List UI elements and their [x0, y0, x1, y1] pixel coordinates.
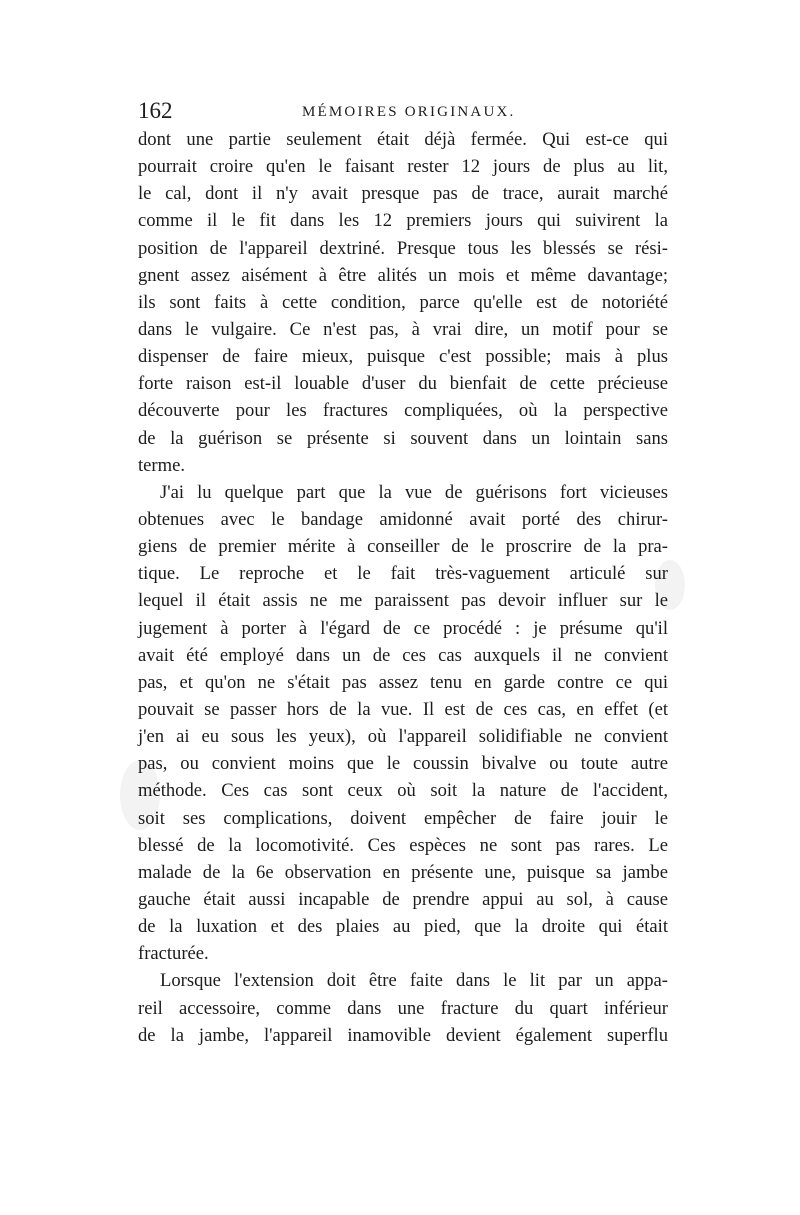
text-line: pouvait se passer hors de la vue. Il est de ces cas, en effet (et: [138, 698, 668, 720]
text-line: pourrait croire qu'en le faisant rester 12 jours de plus au lit,: [138, 156, 668, 178]
text-line: de la luxation et des plaies au pied, que la droite qui était: [138, 916, 668, 938]
text-line: dont une partie seulement était déjà fermée. Qui est-ce qui: [138, 129, 668, 150]
text-line: fracturée.: [138, 943, 209, 965]
text-line: de la guérison se présente si souvent dans un lointain sans: [138, 427, 668, 449]
text-line: pas, et qu'on ne s'était pas assez tenu en garde contre ce qui: [138, 671, 668, 693]
text-line: le cal, dont il n'y avait presque pas de trace, aurait marché: [138, 183, 668, 205]
text-line: j'en ai eu sous les yeux), où l'appareil solidifiable ne convient: [138, 726, 668, 748]
text-line: giens de premier mérite à conseiller de le proscrire de la pra-: [138, 536, 668, 558]
text-line: gauche était aussi incapable de prendre appui au sol, à cause: [138, 888, 668, 910]
running-head: MÉMOIRES ORIGINAUX.: [302, 104, 516, 120]
paragraph: [138, 126, 668, 479]
text-line: de la jambe, l'appareil inamovible devient également superflu: [138, 1024, 668, 1046]
text-line: malade de la 6e observation en présente une, puisque sa jambe: [138, 861, 668, 883]
text-line: position de l'appareil dextriné. Presque tous les blessés se rési-: [138, 237, 668, 259]
text-line: comme il le fit dans les 12 premiers jours qui suivirent la: [138, 210, 668, 232]
text-line: tique. Le reproche et le fait très-vaguement articulé sur: [138, 563, 668, 585]
text-line: reil accessoire, comme dans une fracture du quart inférieur: [138, 997, 668, 1019]
text-line: Lorsque l'extension doit être faite dans le lit par un appa-: [160, 970, 668, 992]
text-line: pas, ou convient moins que le coussin bivalve ou toute autre: [138, 753, 668, 775]
text-line: J'ai lu quelque part que la vue de guérisons fort vicieuses: [160, 481, 668, 503]
paragraph: [138, 967, 668, 1048]
text-line: soit ses complications, doivent empêcher de faire jouir le: [138, 807, 668, 829]
text-line: avait été employé dans un de ces cas auxquels il ne convient: [138, 644, 668, 666]
text-line: blessé de la locomotivité. Ces espèces ne sont pas rares. Le: [138, 834, 668, 856]
text-line: forte raison est-il louable d'user du bienfait de cette précieuse: [138, 373, 668, 395]
text-line: lequel il était assis ne me paraissent pas devoir influer sur le: [138, 590, 668, 612]
text-line: ils sont faits à cette condition, parce qu'elle est de notoriété: [138, 291, 668, 313]
paragraph: [138, 479, 668, 968]
text-line: découverte pour les fractures compliquées, où la perspective: [138, 400, 668, 422]
page-header: [138, 96, 668, 126]
text-line: jugement à porter à l'égard de ce procédé : je présume qu'il: [138, 617, 668, 639]
text-line: dans le vulgaire. Ce n'est pas, à vrai dire, un motif pour se: [138, 318, 668, 340]
text-line: gnent assez aisément à être alités un mois et même davantage;: [138, 264, 668, 286]
text-line: obtenues avec le bandage amidonné avait porté des chirur-: [138, 508, 668, 530]
text-line: méthode. Ces cas sont ceux où soit la nature de l'accident,: [138, 780, 668, 802]
page-number: 162: [138, 98, 173, 123]
text-line: dispenser de faire mieux, puisque c'est possible; mais à plus: [138, 346, 668, 368]
body-text: [138, 126, 668, 1049]
text-line: terme.: [138, 454, 185, 476]
